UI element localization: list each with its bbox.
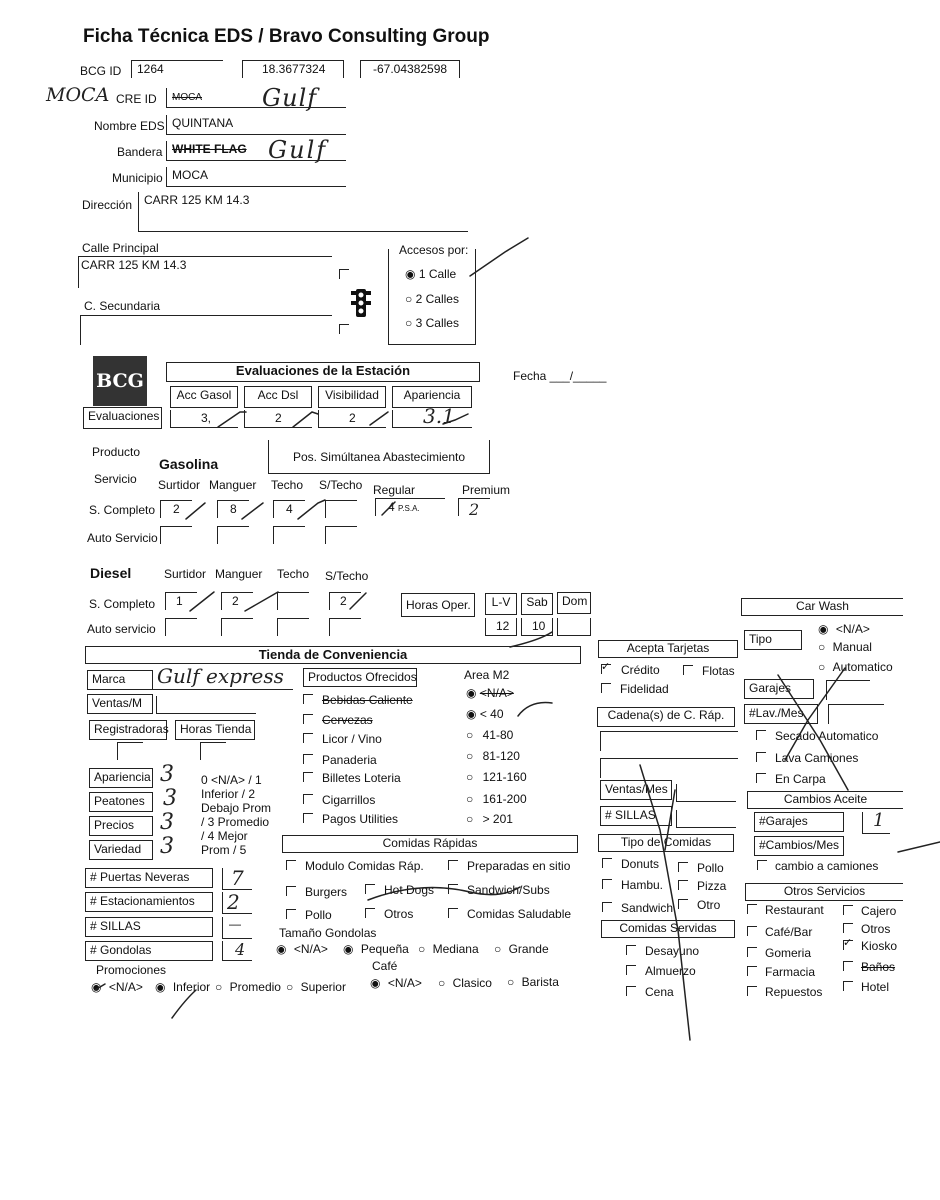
comida-preparadas[interactable]: Preparadas en sitio bbox=[448, 859, 570, 873]
calle-principal-label: Calle Principal bbox=[82, 241, 159, 255]
horas-tienda-label: Horas Tienda bbox=[175, 720, 255, 740]
diesel-col-manguer: Manguer bbox=[215, 567, 263, 581]
promo-superior[interactable]: ○ Superior bbox=[286, 980, 346, 994]
promociones-label: Promociones bbox=[96, 963, 167, 977]
peatones-label: Peatones bbox=[89, 792, 153, 812]
scale-legend-3: / 3 Promedio bbox=[201, 815, 270, 829]
eval-value-visibilidad[interactable]: 2 bbox=[318, 410, 386, 428]
calle-principal-field[interactable]: CARR 125 KM 14.3 bbox=[78, 256, 332, 288]
cre-id-label: CRE ID bbox=[116, 92, 157, 106]
eval-col-acc-dsl: Acc Dsl bbox=[244, 386, 312, 408]
sillas-label: # SILLAS bbox=[85, 917, 213, 937]
diesel-s-completo-s-techo[interactable]: 2 bbox=[329, 592, 361, 610]
nombre-eds-label: Nombre EDS bbox=[94, 119, 165, 133]
aceite-camiones[interactable]: cambio a camiones bbox=[757, 859, 878, 873]
gasolina-title: Gasolina bbox=[159, 456, 219, 472]
eval-value-acc-gasol[interactable]: 3, bbox=[170, 410, 238, 428]
bcg-id-field[interactable]: 1264 bbox=[131, 60, 223, 78]
cafe-label: Café bbox=[372, 959, 398, 973]
producto-licor[interactable]: Licor / Vino bbox=[303, 732, 382, 746]
premium-label: Premium bbox=[462, 483, 511, 497]
promo-inferior[interactable]: ◉ Inferior bbox=[155, 980, 211, 994]
promo-promedio[interactable]: ○ Promedio bbox=[215, 980, 281, 994]
car-wash-manual[interactable]: ○ Manual bbox=[818, 640, 872, 654]
gondolas-field[interactable]: 4 bbox=[222, 941, 252, 961]
gondolas-label: # Gondolas bbox=[85, 941, 213, 961]
puertas-neveras-label: # Puertas Neveras bbox=[85, 868, 213, 888]
tipo-donuts[interactable]: Donuts bbox=[602, 857, 659, 871]
tamano-na[interactable]: ◉ <N/A> bbox=[276, 942, 328, 956]
horas-value-lv[interactable]: 12 bbox=[485, 618, 517, 636]
car-wash-secado[interactable]: Secado Automatico bbox=[756, 729, 878, 743]
fecha-label: Fecha ___/_____ bbox=[513, 369, 607, 383]
otro-cafe-bar[interactable]: Café/Bar bbox=[747, 925, 812, 939]
accesos-label: Accesos por: bbox=[399, 243, 469, 257]
car-wash-en-carpa[interactable]: En Carpa bbox=[756, 772, 826, 786]
tipo-hambu[interactable]: Hambu. bbox=[602, 878, 663, 892]
diesel-col-s-techo: S/Techo bbox=[325, 569, 369, 583]
gas-s-completo-manguer[interactable]: 8 bbox=[217, 500, 249, 518]
diesel-col-techo: Techo bbox=[277, 567, 310, 581]
diesel-s-completo-manguer[interactable]: 2 bbox=[221, 592, 253, 610]
producto-cigarrillos[interactable]: Cigarrillos bbox=[303, 793, 375, 807]
variedad-value[interactable]: 3 bbox=[160, 834, 174, 859]
comida-pollo[interactable]: Pollo bbox=[286, 908, 332, 922]
tamano-mediana[interactable]: ○ Mediana bbox=[418, 942, 479, 956]
eval-value-apariencia[interactable]: 3.1 bbox=[392, 410, 472, 428]
servida-almuerzo[interactable]: Almuerzo bbox=[626, 964, 696, 978]
tipo-comidas-header: Tipo de Comidas bbox=[598, 834, 734, 852]
comida-hot-dogs[interactable]: Hot Dogs bbox=[365, 883, 434, 897]
area-121-160[interactable]: ○ 121-160 bbox=[466, 770, 527, 784]
registradoras-label: Registradoras bbox=[89, 720, 167, 740]
eval-col-apariencia: Apariencia bbox=[392, 386, 472, 408]
ventas-m-label: Ventas/M bbox=[87, 694, 153, 714]
area-81-120[interactable]: ○ 81-120 bbox=[466, 749, 520, 763]
promo-na[interactable]: ◉ <N/A> bbox=[91, 980, 143, 994]
car-wash-header: Car Wash bbox=[741, 598, 903, 616]
scale-legend-0: 0 <N/A> / 1 bbox=[201, 773, 262, 787]
nombre-eds-field[interactable]: QUINTANA bbox=[166, 115, 346, 135]
regular-label: Regular bbox=[373, 483, 416, 497]
variedad-label: Variedad bbox=[89, 840, 153, 860]
area-m2-label: Area M2 bbox=[464, 668, 510, 682]
marca-field[interactable]: Gulf express bbox=[153, 670, 293, 690]
eval-value-acc-dsl[interactable]: 2 bbox=[244, 410, 312, 428]
horas-col-dom: Dom bbox=[557, 592, 591, 614]
horas-oper-label: Horas Oper. bbox=[401, 593, 475, 617]
regular-field[interactable]: 4 P.S.A. bbox=[375, 498, 445, 516]
comidas-servidas-header: Comidas Servidas bbox=[601, 920, 735, 938]
eval-col-visibilidad: Visibilidad bbox=[318, 386, 386, 408]
municipio-field[interactable]: MOCA bbox=[166, 167, 346, 187]
otro-banos[interactable]: Baños bbox=[843, 960, 895, 974]
longitude-field[interactable]: -67.04382598 bbox=[360, 60, 460, 78]
tienda-header: Tienda de Conveniencia bbox=[85, 646, 581, 664]
comidas-rapidas-header: Comidas Rápidas bbox=[282, 835, 578, 853]
cadena-sillas-label: # SILLAS bbox=[600, 806, 672, 826]
producto-label: Producto bbox=[92, 445, 141, 459]
tarjeta-credito[interactable]: ✓ Crédito bbox=[601, 661, 660, 677]
municipio-label: Municipio bbox=[112, 171, 163, 185]
car-wash-lav-mes-label: #Lav./Mes bbox=[744, 704, 818, 724]
tipo-sandwich[interactable]: Sandwich bbox=[602, 901, 673, 915]
otro-farmacia[interactable]: Farmacia bbox=[747, 965, 815, 979]
scale-legend-4: / 4 Mejor bbox=[201, 829, 248, 843]
scale-legend-1: Inferior / 2 bbox=[201, 787, 256, 801]
tamano-pequena[interactable]: ◉ Pequeña bbox=[343, 942, 409, 956]
pos-simultanea-header: Pos. Simúltanea Abastecimiento bbox=[268, 440, 490, 474]
scale-legend-2: Debajo Prom bbox=[201, 801, 272, 815]
car-wash-garajes-label: Garajes bbox=[744, 679, 814, 699]
gas-col-s-techo: S/Techo bbox=[319, 478, 363, 492]
aceite-garajes-label: #Garajes bbox=[754, 812, 844, 832]
bandera-label: Bandera bbox=[117, 145, 163, 159]
producto-pagos-utilities[interactable]: Pagos Utilities bbox=[303, 812, 398, 826]
otro-cajero[interactable]: Cajero bbox=[843, 904, 896, 918]
area-gt201[interactable]: ○ > 201 bbox=[466, 812, 513, 826]
acepta-tarjetas-header: Acepta Tarjetas bbox=[598, 640, 738, 658]
comida-otros[interactable]: Otros bbox=[365, 907, 413, 921]
servicio-label: Servicio bbox=[94, 472, 137, 486]
producto-bebidas[interactable]: Bebidas Caliente bbox=[303, 693, 413, 707]
precios-label: Precios bbox=[89, 816, 153, 836]
gas-s-completo-label: S. Completo bbox=[89, 503, 156, 517]
area-na[interactable]: ◉ <N/A> bbox=[466, 686, 514, 700]
cafe-clasico[interactable]: ○ Clasico bbox=[438, 976, 492, 990]
puertas-neveras-field[interactable]: 7 bbox=[222, 868, 252, 890]
direccion-label: Dirección bbox=[82, 198, 133, 212]
apariencia-label: Apariencia bbox=[89, 768, 153, 788]
gas-s-completo-surtidor[interactable]: 2 bbox=[160, 500, 192, 518]
ventas-mes-label: Ventas/Mes bbox=[600, 780, 672, 800]
car-wash-na[interactable]: ◉ <N/A> bbox=[818, 622, 870, 636]
bandera-struck-value: WHITE FLAG bbox=[172, 142, 247, 156]
area-lt40[interactable]: ◉ < 40 bbox=[466, 707, 504, 721]
horas-col-lv: L-V bbox=[485, 593, 517, 615]
cafe-barista[interactable]: ○ Barista bbox=[507, 975, 559, 989]
car-wash-lava-camiones[interactable]: Lava Camiones bbox=[756, 751, 858, 765]
diesel-title: Diesel bbox=[90, 565, 132, 581]
cre-id-struck-value: MOCA bbox=[172, 92, 202, 103]
accesos-2-calles[interactable]: ○ 2 Calles bbox=[405, 292, 459, 306]
premium-field[interactable]: 2 bbox=[458, 498, 490, 516]
diesel-auto-servicio-label: Auto servicio bbox=[87, 622, 156, 636]
cafe-na[interactable]: ◉ <N/A> bbox=[370, 976, 422, 990]
producto-panaderia[interactable]: Panaderia bbox=[303, 753, 377, 767]
area-161-200[interactable]: ○ 161-200 bbox=[466, 792, 527, 806]
latitude-field[interactable]: 18.3677324 bbox=[242, 60, 344, 78]
tipo-otro[interactable]: Otro bbox=[678, 898, 720, 912]
calle-secundaria-label: C. Secundaria bbox=[84, 299, 161, 313]
otro-restaurant[interactable]: Restaurant bbox=[747, 903, 824, 917]
cadena-rapida-header: Cadena(s) de C. Ráp. bbox=[597, 707, 735, 727]
producto-cervezas[interactable]: Cervezas bbox=[303, 713, 373, 727]
aceite-cambios-label: #Cambios/Mes bbox=[754, 836, 844, 856]
evaluaciones-tab[interactable]: Evaluaciones bbox=[83, 407, 162, 429]
gas-s-completo-techo[interactable]: 4 bbox=[273, 500, 305, 518]
scale-legend-5: Prom / 5 bbox=[201, 843, 247, 857]
gas-col-techo: Techo bbox=[271, 478, 304, 492]
eval-col-acc-gasol: Acc Gasol bbox=[170, 386, 238, 408]
tamano-grande[interactable]: ○ Grande bbox=[494, 942, 549, 956]
comida-saludable[interactable]: Comidas Saludable bbox=[448, 907, 571, 921]
cre-id-margin-note: MOCA bbox=[46, 84, 110, 106]
otro-hotel[interactable]: Hotel bbox=[843, 980, 889, 994]
tarjeta-fidelidad[interactable]: Fidelidad bbox=[601, 682, 669, 696]
tipo-pizza[interactable]: Pizza bbox=[678, 879, 726, 893]
cre-id-handwritten: Gulf bbox=[262, 84, 318, 112]
accesos-3-calles[interactable]: ○ 3 Calles bbox=[405, 316, 459, 330]
comida-sandwich[interactable]: Sandwich/Subs bbox=[448, 883, 550, 897]
productos-ofrecidos-header: Productos Ofrecidos bbox=[303, 668, 417, 687]
direccion-field[interactable]: CARR 125 KM 14.3 bbox=[138, 192, 468, 232]
sillas-field[interactable]: — bbox=[222, 917, 252, 939]
apariencia-value[interactable]: 3 bbox=[160, 762, 174, 787]
comida-modulo[interactable]: Modulo Comidas Ráp. bbox=[286, 859, 424, 873]
tarjeta-flotas[interactable]: Flotas bbox=[683, 664, 735, 678]
servida-cena[interactable]: Cena bbox=[626, 985, 674, 999]
car-wash-tipo-label: Tipo bbox=[744, 630, 802, 650]
diesel-s-completo-label: S. Completo bbox=[89, 597, 156, 611]
otro-gomeria[interactable]: Gomeria bbox=[747, 946, 811, 960]
peatones-value[interactable]: 3 bbox=[163, 786, 177, 811]
diesel-col-surtidor: Surtidor bbox=[164, 567, 207, 581]
horas-value-sab[interactable]: 10 bbox=[521, 618, 553, 636]
comida-burgers[interactable]: Burgers bbox=[286, 885, 347, 899]
precios-value[interactable]: 3 bbox=[160, 810, 174, 835]
evaluaciones-header: Evaluaciones de la Estación bbox=[166, 362, 480, 382]
otros-servicios-header: Otros Servicios bbox=[745, 883, 903, 901]
gas-col-surtidor: Surtidor bbox=[158, 478, 201, 492]
bandera-handwritten: Gulf bbox=[268, 136, 328, 164]
accesos-1-calle[interactable]: ◉ 1 Calle bbox=[405, 267, 457, 281]
horas-col-sab: Sab bbox=[521, 593, 553, 615]
otro-kiosko[interactable]: ✓ Kiosko bbox=[843, 937, 898, 953]
gas-col-manguer: Manguer bbox=[209, 478, 257, 492]
bcg-logo: BCG bbox=[93, 356, 147, 406]
tipo-pollo[interactable]: Pollo bbox=[678, 861, 724, 875]
area-41-80[interactable]: ○ 41-80 bbox=[466, 728, 514, 742]
cambios-aceite-header: Cambios Aceite bbox=[747, 791, 903, 809]
marca-label: Marca bbox=[87, 670, 153, 690]
aceite-garajes-field[interactable]: 1 bbox=[862, 812, 890, 834]
tamano-gondolas-label: Tamaño Gondolas bbox=[279, 926, 377, 940]
estacionamientos-field[interactable]: 2 bbox=[222, 892, 252, 914]
estacionamientos-label: # Estacionamientos bbox=[85, 892, 213, 912]
diesel-s-completo-surtidor[interactable]: 1 bbox=[165, 592, 197, 610]
gas-auto-servicio-label: Auto Servicio bbox=[87, 531, 158, 545]
bcg-id-label: BCG ID bbox=[80, 64, 122, 78]
producto-loteria[interactable]: Billetes Loteria bbox=[303, 771, 401, 785]
otro-repuestos[interactable]: Repuestos bbox=[747, 985, 822, 999]
car-wash-automatico[interactable]: ○ Automatico bbox=[818, 660, 893, 674]
page-title: Ficha Técnica EDS / Bravo Consulting Group bbox=[83, 26, 490, 47]
servida-desayuno[interactable]: Desayuno bbox=[626, 944, 699, 958]
otro-otros[interactable]: Otros bbox=[843, 922, 890, 936]
